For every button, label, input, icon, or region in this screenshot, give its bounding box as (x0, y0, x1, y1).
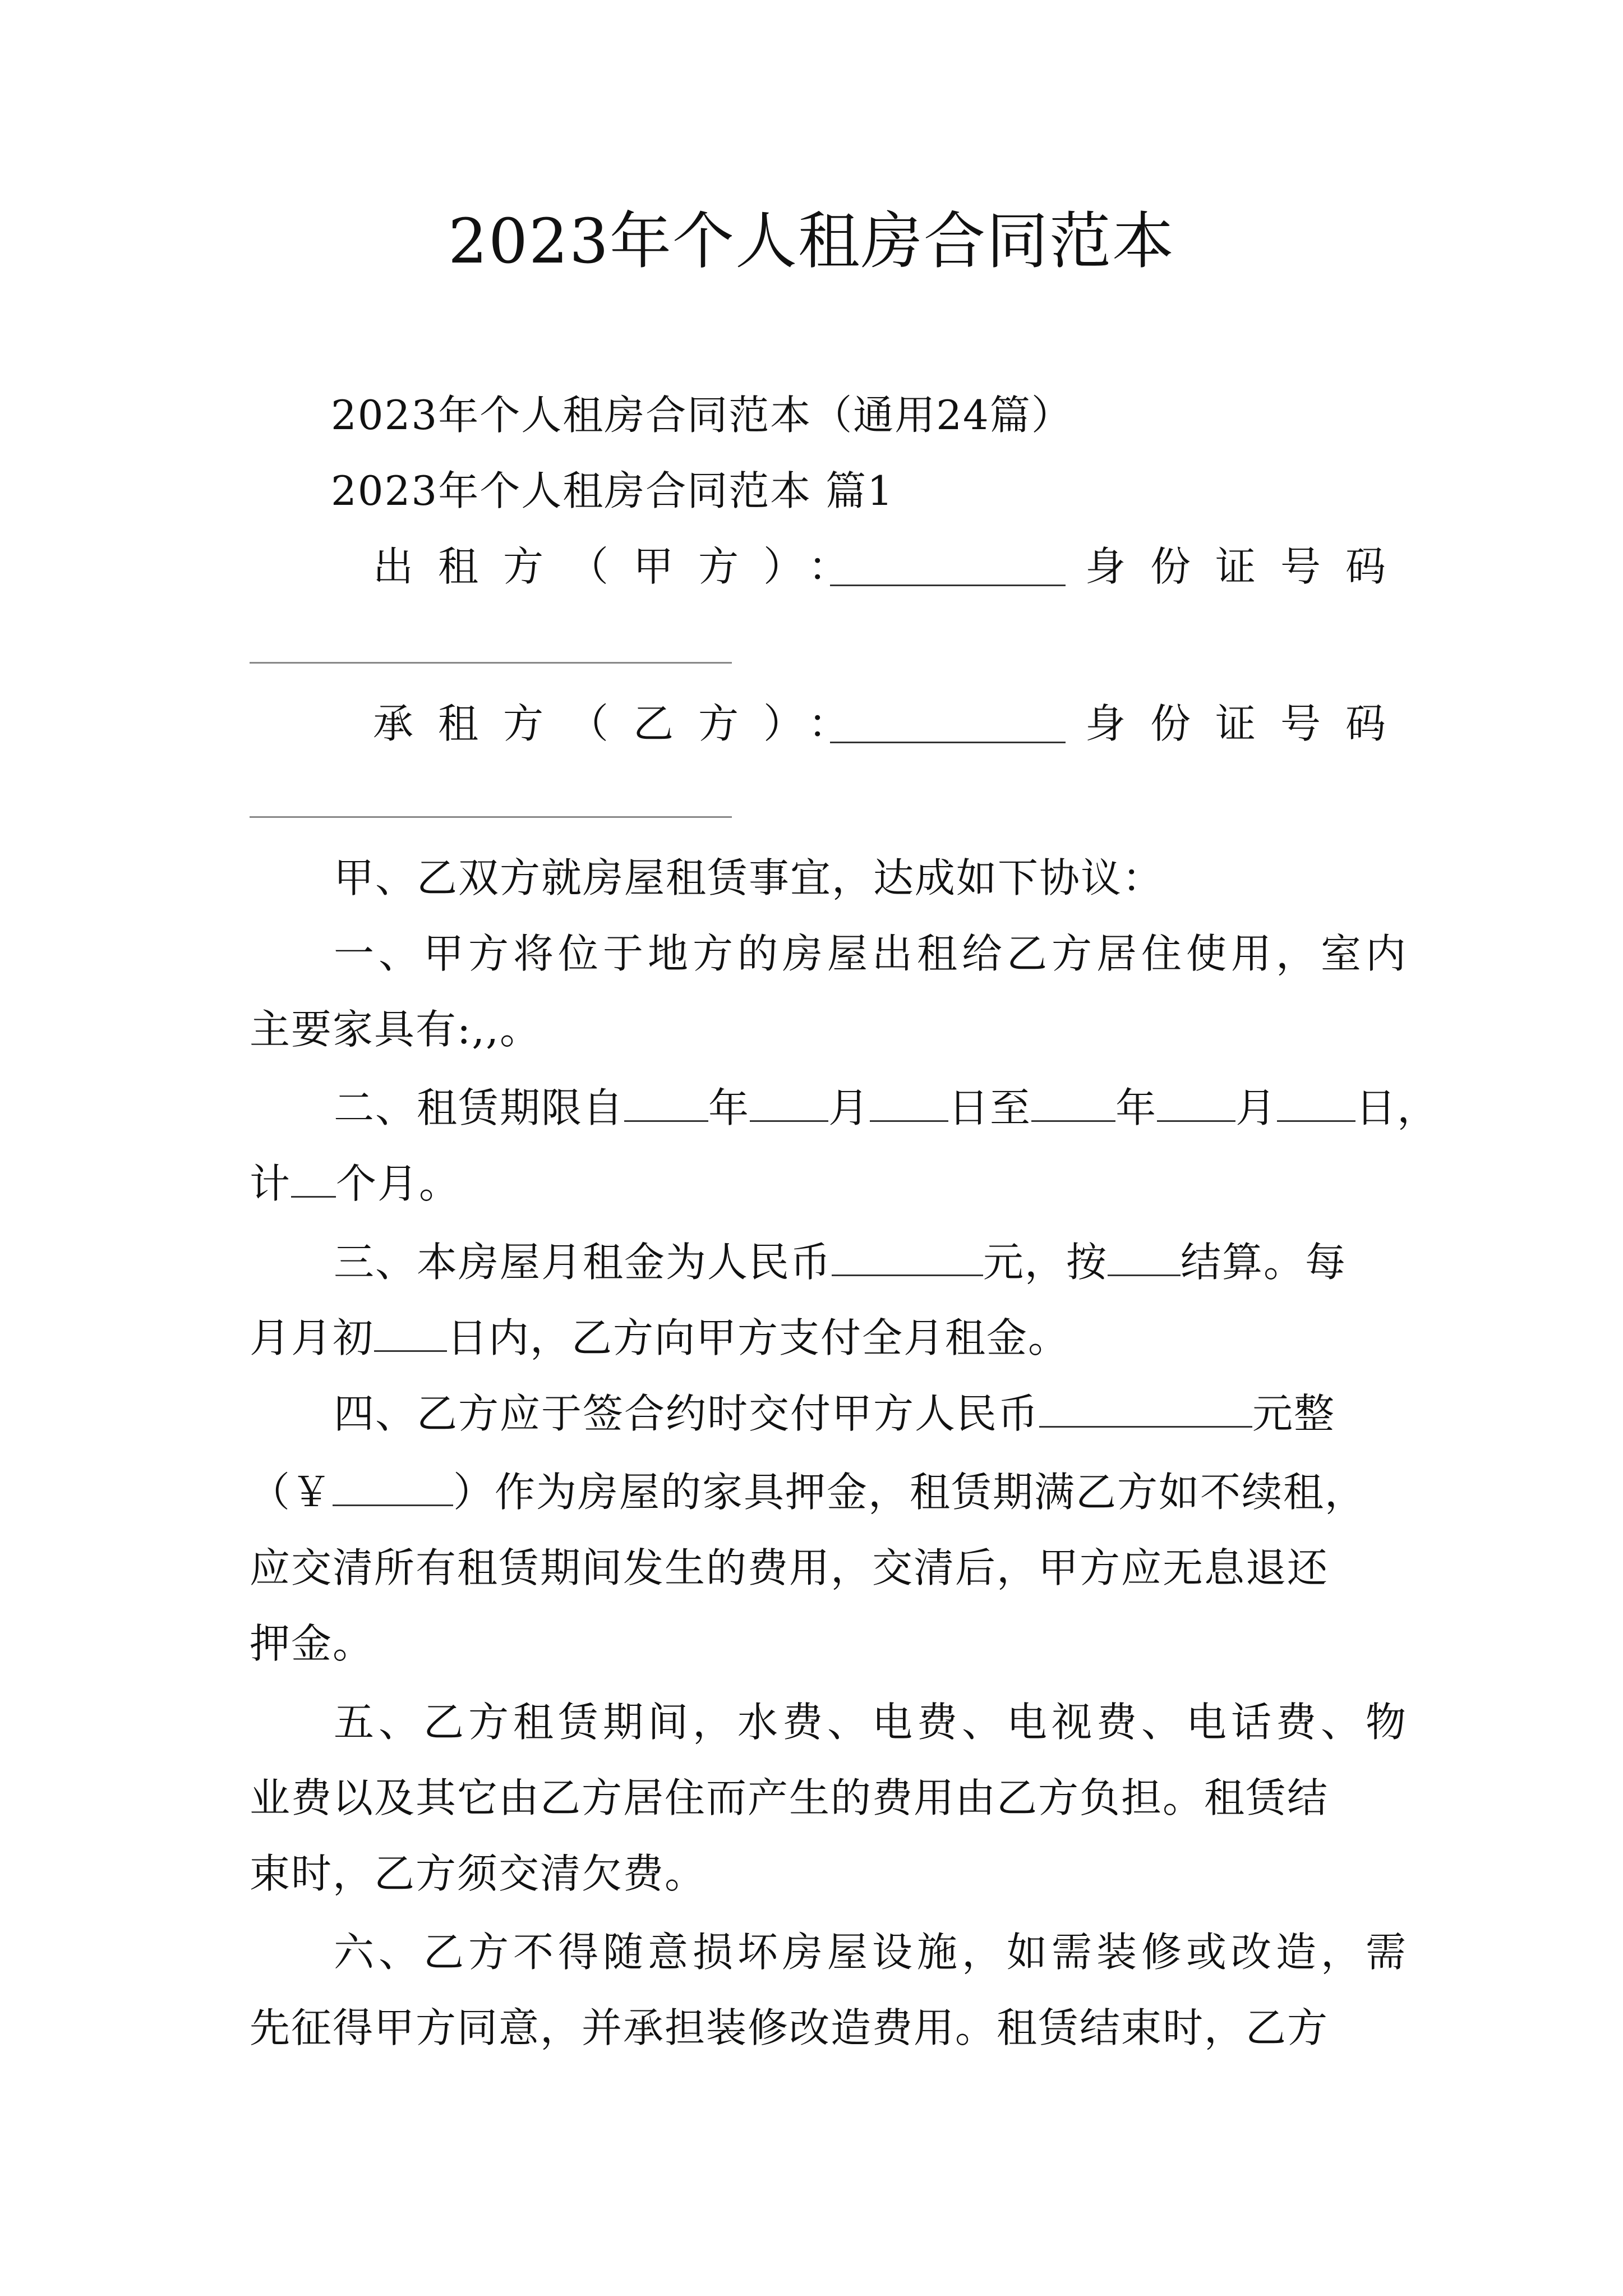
lessor-id-label: 身份证号码 (1085, 543, 1411, 590)
clause4-text-start: 四、乙方应于签合约时交付甲方人民币 (334, 1390, 1040, 1437)
document-title: 2023年个人租房合同范本 (448, 205, 1175, 277)
clause2-day-1: 日至 (948, 1084, 1032, 1131)
clause4-line2 (250, 1464, 1366, 1520)
start-year-blank (624, 1087, 708, 1122)
clause3-line2-start: 月月初 (250, 1314, 375, 1361)
clause5-line1: 五、乙方租赁期间，水费、电费、电视费、电话费、物 (334, 1699, 1411, 1746)
deposit-number-blank (333, 1471, 453, 1506)
clause3-line1 (334, 1234, 1347, 1290)
clause2-day-2: 日， (1355, 1084, 1439, 1131)
end-month-blank (1157, 1087, 1235, 1122)
clause1-line1: 一、甲方将位于地方的房屋出租给乙方居住使用，室内 (334, 930, 1411, 977)
lessee-id-blank (250, 816, 732, 818)
clause4-yuan-whole: 元整 (1252, 1390, 1336, 1437)
clause3-line2-rest: 日内，乙方向甲方支付全月租金。 (447, 1314, 1070, 1361)
lessor-name-blank (830, 551, 1066, 586)
clause3-text-start: 三、本房屋月租金为人民币 (334, 1239, 832, 1286)
lessee-id-label: 身份证号码 (1085, 700, 1411, 747)
document-subtitle: 2023年个人租房合同范本（通用24篇） (331, 392, 1073, 439)
deposit-amount-blank (1039, 1392, 1252, 1428)
payment-day-blank (374, 1317, 447, 1352)
clause2-ji: 计 (250, 1160, 292, 1207)
clause2-line1 (334, 1080, 1438, 1136)
clause2-year-1: 年 (708, 1084, 750, 1131)
intro-text: 甲、乙双方就房屋租赁事宜，达成如下协议： (334, 854, 1164, 901)
clause3-yuan: 元，按 (983, 1239, 1108, 1286)
lessee-label: 承租方（乙方）： (373, 700, 874, 747)
clause2-month-2: 月 (1235, 1084, 1278, 1131)
section-heading: 2023年个人租房合同范本 篇1 (331, 467, 894, 514)
monthly-rent-blank (832, 1241, 983, 1276)
lessor-id-blank (250, 662, 732, 664)
clause4-paren: （￥ (250, 1469, 333, 1516)
clause2-months: 个月。 (336, 1160, 461, 1207)
clause6-line1: 六、乙方不得随意损坏房屋设施，如需装修或改造，需 (334, 1929, 1411, 1976)
clause4-line4: 押金。 (250, 1620, 375, 1667)
lessee-name-blank (830, 708, 1066, 743)
clause4-line1 (334, 1386, 1335, 1442)
end-day-blank (1277, 1087, 1355, 1122)
clause1-line2: 主要家具有:,,。 (250, 1006, 542, 1053)
lessor-label: 出租方（甲方）： (373, 543, 874, 590)
settlement-period-blank (1108, 1241, 1181, 1276)
clause2-year-2: 年 (1115, 1084, 1158, 1131)
clause2-month-1: 月 (828, 1084, 870, 1131)
end-year-blank (1031, 1087, 1115, 1122)
start-day-blank (870, 1087, 948, 1122)
clause6-line2: 先征得甲方同意，并承担装修改造费用。租赁结束时，乙方 (250, 2004, 1329, 2051)
clause4-line2-rest: ）作为房屋的家具押金，租赁期满乙方如不续租， (453, 1469, 1367, 1516)
clause2-line2 (250, 1156, 460, 1212)
start-month-blank (750, 1087, 828, 1122)
clause4-line3: 应交清所有租赁期间发生的费用，交清后，甲方应无息退还 (250, 1544, 1329, 1591)
clause5-line2: 业费以及其它由乙方居住而产生的费用由乙方负担。租赁结 (250, 1774, 1329, 1821)
months-count-blank (291, 1162, 336, 1198)
clause5-line3: 束时，乙方须交清欠费。 (250, 1850, 707, 1897)
clause3-line2 (250, 1310, 1069, 1366)
clause3-settle: 结算。每 (1181, 1239, 1347, 1286)
clause2-text-start: 二、租赁期限自 (334, 1084, 625, 1131)
